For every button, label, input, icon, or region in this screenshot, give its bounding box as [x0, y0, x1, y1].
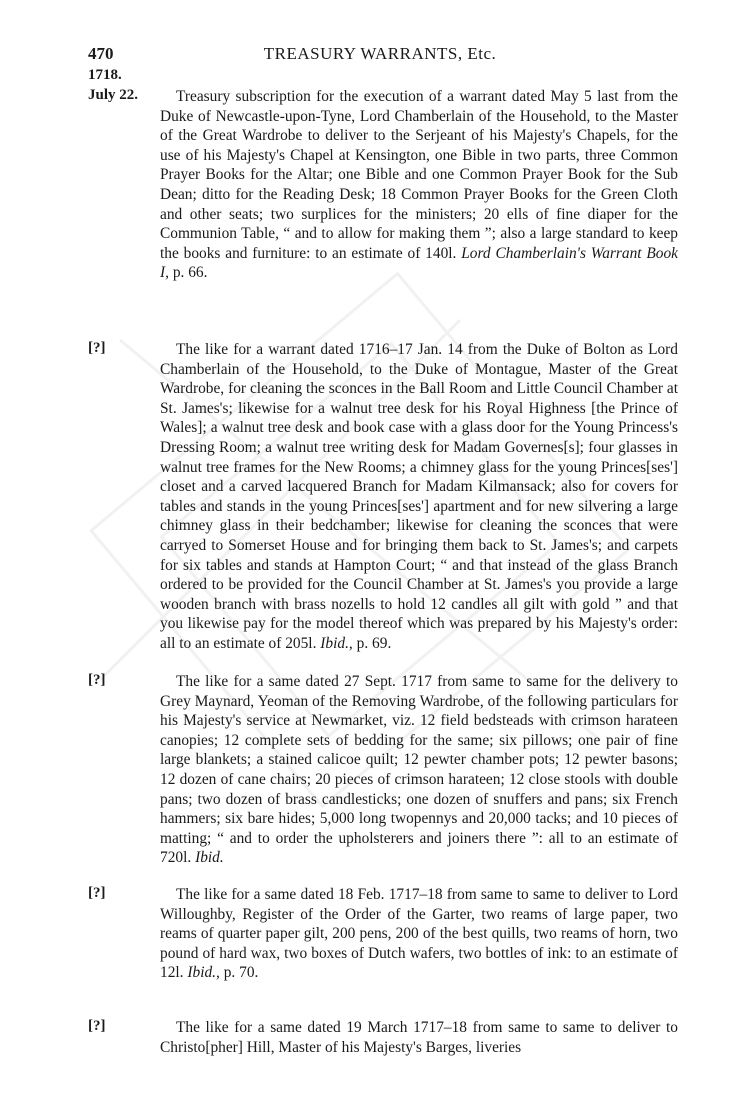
entry-text: The like for a same dated 19 March 1717–18 from same to same to deliver to Christo[pher] Hill, Master of his Majesty's Barges, liveries	[160, 1019, 678, 1056]
entry-page-ref: p. 70.	[223, 964, 259, 982]
entry-body	[160, 1018, 678, 1057]
entry-citation: Ibid.,	[187, 964, 220, 982]
entry-text: Treasury subscription for the execution of a warrant dated May 5 last from the Duke of Newcastle-upon-Tyne, Lord Chamberlain of the Household, to the Master of the Great Wardrobe to deliver to the Serjeant of his Majesty's Chapels, for the use of his Majesty's Chapel at Kensington, one Bible in two parts, three Common Prayer Books for the Altar; one Bible and one Common Prayer Book for the Sub Dean; ditto for the Reading Desk; 18 Common Prayer Books for the Green Cloth and other seats; two surplices for the ministers; 20 ells of fine diaper for the Communion Table, “ and to allow for making them ”; also a large standard to keep the books and furniture: to an estimate of 140l.	[160, 88, 678, 262]
entry-1	[88, 87, 678, 283]
entry-5	[88, 1018, 678, 1057]
entry-citation: Lord Chamberlain's Warrant Book I,	[160, 244, 678, 282]
entry-body	[160, 885, 678, 983]
entry-page-ref: p. 66.	[172, 264, 208, 282]
entry-text: The like for a same dated 27 Sept. 1717 from same to same for the delivery to Grey Maynard, Yeoman of the Removing Wardrobe, of the following particulars for his Majesty's service at Newmarket, viz. 12 field bedsteads with crimson harateen canopies; 12 complete sets of bedding for the same; six pillows; one pair of fine large blankets; a stained calicoe quilt; 12 pewter chamber pots; 12 pewter basons; 12 dozen of cane chairs; 20 pieces of crimson harateen; 12 close stools with double pans; two dozen of brass candlesticks; one dozen of snuffers and pans; six French hammers; six bare hides; 5,000 long twopennys and 20,000 tacks; and 10 pieces of matting; “ and to order the upholsterers and joiners there ”: all to an estimate of 720l.	[160, 673, 678, 867]
entry-3	[88, 672, 678, 868]
entry-body	[160, 672, 678, 868]
page-header	[88, 44, 672, 68]
entry-date: [?]	[88, 672, 106, 688]
entry-citation: Ibid.,	[320, 634, 353, 652]
running-title: TREASURY WARRANTS, Etc.	[263, 44, 497, 63]
entry-page-ref: p. 69.	[356, 634, 392, 652]
entry-date: [?]	[88, 1018, 106, 1034]
entry-date: [?]	[88, 885, 106, 901]
entry-body	[160, 340, 678, 654]
entry-date: [?]	[88, 340, 106, 356]
entry-date: July 22.	[88, 87, 139, 103]
entry-citation: Ibid.	[195, 849, 224, 867]
entry-body	[160, 87, 678, 283]
page-number: 470	[88, 44, 114, 63]
entry-text: The like for a same dated 18 Feb. 1717–18 from same to same to deliver to Lord Willoughby, Register of the Order of the Garter, two reams of large paper, two reams of quarter paper gilt, 200 pens, 200 of the best quills, two reams of horn, two pound of hard wax, two boxes of Dutch wafers, two bottles of ink: to an estimate of 12l.	[160, 886, 678, 982]
year-label: 1718.	[88, 67, 122, 83]
entry-4	[88, 885, 678, 983]
entry-2	[88, 340, 678, 654]
entry-text: The like for a warrant dated 1716–17 Jan. 14 from the Duke of Bolton as Lord Chamberlain of the Household, to the Duke of Montague, Master of the Great Wardrobe, for cleaning the sconces in the Ball Room and Little Council Chamber at St. James's; likewise for a walnut tree desk for his Royal Highness [the Prince of Wales]; a walnut tree desk and book case with a glass door for the Young Princess's Dressing Room; a walnut tree writing desk for Madam Governes[s]; four glasses in walnut tree frames for the New Rooms; a chimney glass for the young Princes[ses'] closet and a carved lacquered Branch for Madam Kilmansack; also for covers for tables and stands in the young Princes[ses'] apartment and for new silvering a large chimney glass in their bedchamber; likewise for cleaning the sconces that were carryed to Somerset House and for bringing them back to St. James's; and carpets for six tables and stands at Hampton Court; “ and that instead of the glass Branch ordered to be provided for the Council Chamber at St. James's you provide a large wooden branch with brass nozells to hold 12 candles all gilt with gold ” and that you likewise pay for the model thereof which was prepared by his Majesty's order: all to an estimate of 205l.	[160, 341, 678, 652]
